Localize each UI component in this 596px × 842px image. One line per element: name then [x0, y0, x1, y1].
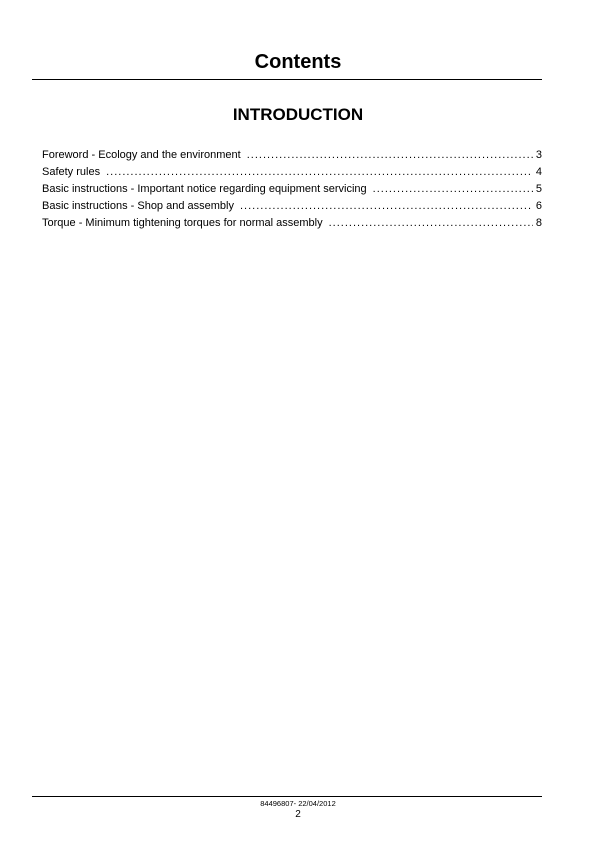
toc-entry-page[interactable]: 4 [535, 166, 542, 178]
toc-entry-page[interactable]: 5 [535, 183, 542, 195]
toc-entry[interactable] [42, 198, 542, 215]
page-number: 2 [295, 809, 301, 820]
toc-dot-leader [247, 147, 533, 164]
document-reference: 84496807- 22/04/2012 [260, 799, 336, 808]
toc-entry-page[interactable]: 6 [535, 200, 542, 212]
toc-entry[interactable] [42, 164, 542, 181]
toc-entry[interactable] [42, 181, 542, 198]
toc-entry-title[interactable]: Basic instructions - Shop and assembly [42, 200, 234, 212]
footer-divider [32, 796, 542, 797]
page-title: Contents [254, 51, 342, 73]
toc-dot-leader [106, 164, 533, 181]
section-title: INTRODUCTION [232, 105, 364, 124]
toc-entry-title[interactable]: Basic instructions - Important notice regarding equipment servicing [42, 183, 367, 195]
toc-entry[interactable] [42, 147, 542, 164]
toc-dot-leader [373, 181, 533, 198]
toc-dot-leader [329, 215, 533, 232]
toc-entry-page[interactable]: 8 [535, 217, 542, 229]
toc-entry-page[interactable]: 3 [535, 149, 542, 161]
toc-entry-title[interactable]: Foreword - Ecology and the environment [42, 149, 241, 161]
table-of-contents [42, 147, 542, 232]
toc-entry-title[interactable]: Safety rules [42, 166, 101, 178]
toc-dot-leader [240, 198, 533, 215]
toc-entry[interactable] [42, 215, 542, 232]
header-divider [32, 79, 542, 80]
toc-entry-title[interactable]: Torque - Minimum tightening torques for normal assembly [42, 217, 323, 229]
